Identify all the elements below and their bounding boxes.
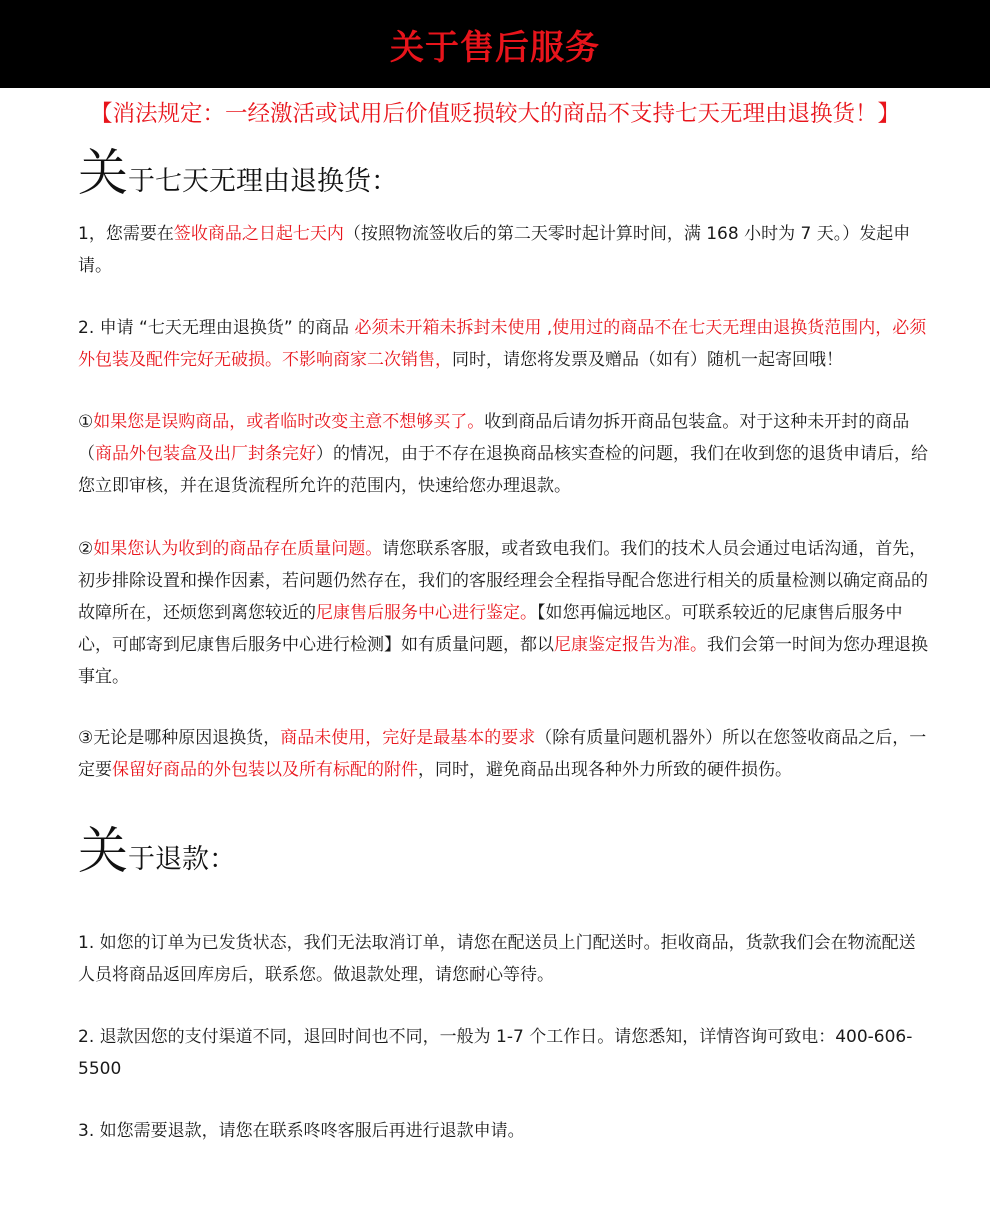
return-policy-paragraph-3: ①如果您是误购商品，或者临时改变主意不想够买了。收到商品后请勿拆开商品包装盒。对于这种未开封的商品（商品外包装盒及出厂封条完好）的情况，由于不存在退换商品核实查检的问题，我们在收到您的退货申请后，给您立即审核，并在退货流程所允许的范围内，快速给您办理退款。: [78, 412, 928, 496]
refund-paragraph-3: 3. 如您需要退款，请您在联系咚咚客服后再进行退款申请。: [78, 1121, 525, 1141]
highlight-text: 必须未开箱未拆封未使用 ,使用过的商品不在七天无理由退换货范围内，必须外包装及配件完好无破损。不影响商家二次销售，: [78, 318, 927, 370]
return-policy-paragraph-1: 1，您需要在签收商品之日起七天内（按照物流签收后的第二天零时起计算时间，满 168 小时为 7 天。）发起申请。: [78, 224, 911, 276]
header-bar: [0, 0, 990, 88]
highlight-text: 保留好商品的外包装以及所有标配的附件: [112, 760, 418, 780]
consumer-law-notice: 【消法规定：一经激活或试用后价值贬损较大的商品不支持七天无理由退换货！】: [89, 101, 900, 127]
refund-paragraph-2: 2. 退款因您的支付渠道不同，退回时间也不同，一般为 1-7 个工作日。请您悉知，详情咨询可致电：400-606-5500: [78, 1027, 913, 1079]
page-title: 关于售后服务: [390, 27, 600, 68]
return-policy-paragraph-5: ③无论是哪种原因退换货，商品未使用，完好是最基本的要求（除有质量问题机器外）所以在您签收商品之后，一定要保留好商品的外包装以及所有标配的附件，同时，避免商品出现各种外力所致的硬件损伤。: [78, 728, 927, 780]
highlight-text: 如果您认为收到的商品存在质量问题。: [93, 539, 383, 559]
heading-text: 于七天无理由退换货：: [128, 166, 398, 197]
highlight-text: 商品外包装盒及出厂封条完好: [95, 444, 316, 464]
heading-initial: 关: [78, 144, 128, 202]
return-policy-paragraph-4: ②如果您认为收到的商品存在质量问题。请您联系客服，或者致电我们。我们的技术人员会通过电话沟通，首先，初步排除设置和操作因素，若问题仍然存在，我们的客服经理会全程指导配合您进行相关的质量检测以确定商品的故障所在，还烦您到离您较近的尼康售后服务中心进行鉴定。【如您再偏远地区。可联系较近的尼康售后服务中心，可邮寄到尼康售后服务中心进行检测】如有质量问题，都以尼康鉴定报告为准。我们会第一时间为您办理退换事宜。: [78, 539, 928, 687]
highlight-text: 尼康售后服务中心进行鉴定。: [316, 603, 537, 623]
highlight-text: 尼康鉴定报告为准。: [554, 635, 707, 655]
return-policy-paragraph-2: 2. 申请 “七天无理由退换货” 的商品 必须未开箱未拆封未使用 ,使用过的商品不在七天无理由退换货范围内，必须外包装及配件完好无破损。不影响商家二次销售，同时，请您将发票及赠品（如有）随机一起寄回哦！: [78, 318, 927, 370]
refund-paragraph-1: 1. 如您的订单为已发货状态，我们无法取消订单，请您在配送员上门配送时。拒收商品，货款我们会在物流配送人员将商品返回库房后，联系您。做退款处理，请您耐心等待。: [78, 933, 916, 985]
section-heading-refund: [78, 822, 236, 880]
highlight-text: 签收商品之日起七天内: [173, 224, 344, 244]
highlight-text: 如果您是误购商品，或者临时改变主意不想够买了。: [93, 412, 485, 432]
heading-text: 于退款：: [128, 844, 236, 875]
section-heading-seven-day-return: [78, 144, 398, 202]
highlight-text: 商品未使用，完好是最基本的要求: [280, 728, 536, 748]
heading-initial: 关: [78, 822, 128, 880]
